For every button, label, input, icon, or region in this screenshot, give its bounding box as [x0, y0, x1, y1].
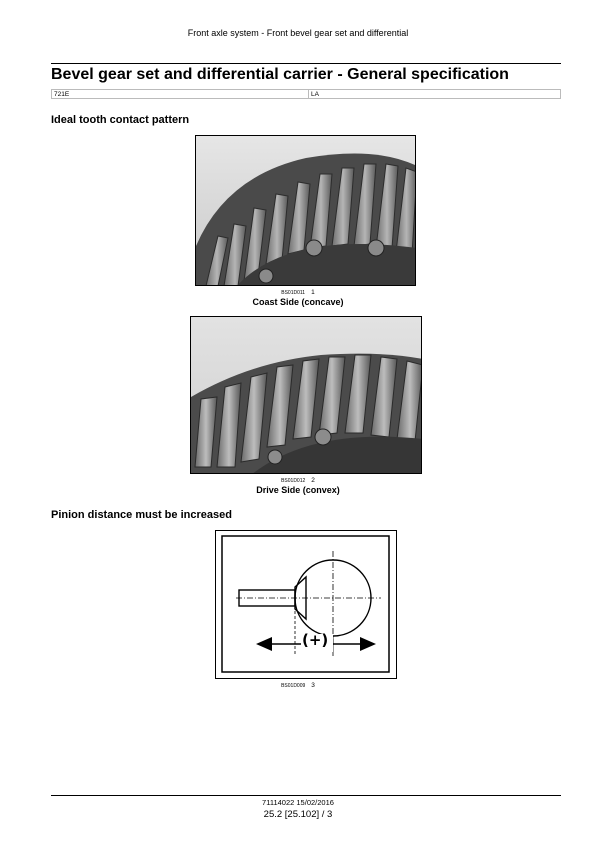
page-number: 25.2 [25.102] / 3 [263, 809, 333, 820]
header-rule [51, 63, 561, 64]
gear-photo-coast-side [195, 135, 416, 286]
model-code: 721E [54, 91, 70, 98]
gear-image-drive [191, 317, 422, 474]
pinion-distance-diagram [215, 530, 397, 679]
figure-1-id: BS01D011 1 [281, 289, 315, 296]
increase-symbol: (+) [302, 631, 329, 649]
section-heading-pinion-distance: Pinion distance must be increased [51, 509, 232, 521]
figure-1-caption: Coast Side (concave) [252, 297, 344, 307]
running-header: Front axle system - Front bevel gear set and differential [187, 28, 409, 38]
gear-image-coast [196, 136, 416, 286]
pinion-diagram-drawing [216, 531, 395, 677]
model-variant: LA [308, 90, 319, 98]
figure-3-id: BS01D009 3 [281, 682, 315, 689]
gear-photo-drive-side [190, 316, 422, 474]
figure-2-id: BS01D012 2 [281, 477, 315, 484]
model-table [51, 89, 561, 99]
figure-2-caption: Drive Side (convex) [256, 485, 340, 495]
page-title: Bevel gear set and differential carrier - General specification [51, 66, 509, 83]
footer-rule [51, 795, 561, 796]
document-code: 71114022 15/02/2016 [262, 798, 334, 807]
section-heading-contact-pattern: Ideal tooth contact pattern [51, 114, 190, 126]
